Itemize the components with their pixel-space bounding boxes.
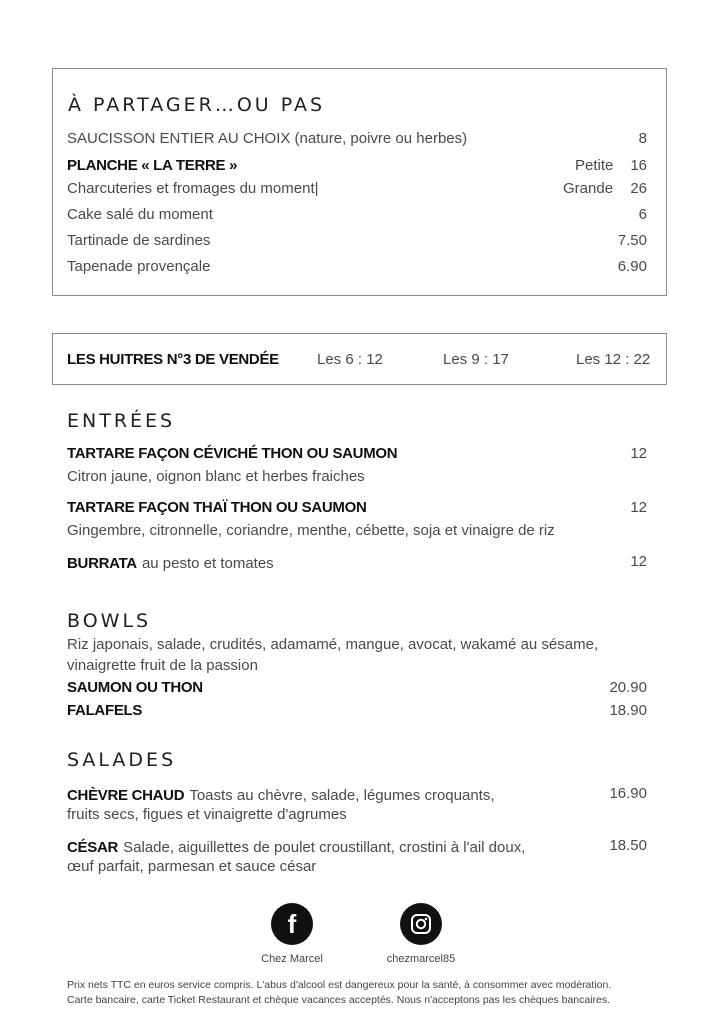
burrata-price: 12 bbox=[630, 553, 647, 570]
facebook-label[interactable]: Chez Marcel bbox=[261, 953, 323, 965]
tartinade-price: 7.50 bbox=[617, 232, 647, 249]
oysters-six: Les 6 : 12 bbox=[317, 351, 383, 368]
planche-grande-label: Grande bbox=[563, 180, 614, 197]
entree-price: 12 bbox=[630, 445, 647, 462]
sharing-title: À PARTAGER…OU PAS bbox=[68, 94, 326, 116]
bowl-name: FALAFELS bbox=[67, 702, 143, 719]
cesar-item bbox=[67, 837, 525, 856]
bowls-title: BOWLS bbox=[67, 610, 152, 632]
cesar-price: 18.50 bbox=[609, 837, 647, 854]
burrata-item bbox=[67, 553, 274, 572]
entree-name: TARTARE FAÇON CÉVICHÉ THON OU SAUMON bbox=[67, 445, 398, 462]
bowls-desc-line2: vinaigrette fruit de la passion bbox=[67, 657, 258, 674]
instagram-glyph bbox=[410, 913, 432, 935]
chevre-item bbox=[67, 785, 495, 804]
saucisson-item: SAUCISSON ENTIER AU CHOIX (nature, poivre ou herbes) bbox=[67, 130, 468, 147]
bowl-price: 20.90 bbox=[609, 679, 647, 696]
oysters-title: LES HUITRES N°3 DE VENDÉE bbox=[67, 351, 279, 368]
bowl-price: 18.90 bbox=[609, 702, 647, 719]
planche-name: PLANCHE « LA TERRE » bbox=[67, 157, 238, 174]
cesar-desc-line1: Salade, aiguillettes de poulet croustillant, crostini à l'ail doux, bbox=[123, 839, 526, 856]
tartinade-item: Tartinade de sardines bbox=[67, 232, 211, 249]
oysters-nine: Les 9 : 17 bbox=[443, 351, 509, 368]
cesar-name: CÉSAR bbox=[67, 839, 119, 856]
planche-desc: Charcuteries et fromages du moment| bbox=[67, 180, 319, 197]
footer-line2: Carte bancaire, carte Ticket Restaurant et chèque vacances acceptés. Nous n'acceptons pas les chèques bancaires. bbox=[67, 994, 611, 1006]
bowls-desc-line1: Riz japonais, salade, crudités, adamamé, mangue, avocat, wakamé au sésame, bbox=[67, 636, 599, 653]
facebook-glyph: f bbox=[287, 909, 297, 939]
chevre-desc-line1: Toasts au chèvre, salade, légumes croquants, bbox=[189, 787, 495, 804]
instagram-icon[interactable] bbox=[400, 903, 442, 945]
entrees-title: ENTRÉES bbox=[67, 410, 176, 432]
planche-petite-label: Petite bbox=[575, 157, 614, 174]
bowl-name: SAUMON OU THON bbox=[67, 679, 203, 696]
cake-price: 6 bbox=[638, 206, 647, 223]
oysters-twelve: Les 12 : 22 bbox=[576, 351, 651, 368]
entree-price: 12 bbox=[630, 499, 647, 516]
chevre-name: CHÈVRE CHAUD bbox=[67, 787, 185, 804]
burrata-desc: au pesto et tomates bbox=[141, 555, 274, 572]
chevre-price: 16.90 bbox=[609, 785, 647, 802]
instagram-label[interactable]: chezmarcel85 bbox=[386, 953, 456, 965]
entree-name: TARTARE FAÇON THAÏ THON OU SAUMON bbox=[67, 499, 367, 516]
chevre-desc-line2: fruits secs, figues et vinaigrette d'agrumes bbox=[67, 806, 347, 823]
footer-line1: Prix nets TTC en euros service compris. L'abus d'alcool est dangereux pour la santé, à consommer avec modération. bbox=[67, 979, 612, 991]
tapenade-item: Tapenade provençale bbox=[67, 258, 211, 275]
cake-item: Cake salé du moment bbox=[67, 206, 213, 223]
burrata-name: BURRATA bbox=[67, 555, 137, 572]
cesar-desc-line2: œuf parfait, parmesan et sauce césar bbox=[67, 858, 317, 875]
salades-title: SALADES bbox=[67, 749, 177, 771]
saucisson-price: 8 bbox=[638, 130, 647, 147]
planche-petite-price: 16 bbox=[630, 157, 647, 174]
facebook-icon[interactable] bbox=[271, 903, 313, 945]
planche-grande-price: 26 bbox=[630, 180, 647, 197]
tapenade-price: 6.90 bbox=[617, 258, 647, 275]
entree-desc: Gingembre, citronnelle, coriandre, menthe, cébette, soja et vinaigre de riz bbox=[67, 522, 555, 539]
entree-desc: Citron jaune, oignon blanc et herbes fraiches bbox=[67, 468, 365, 485]
